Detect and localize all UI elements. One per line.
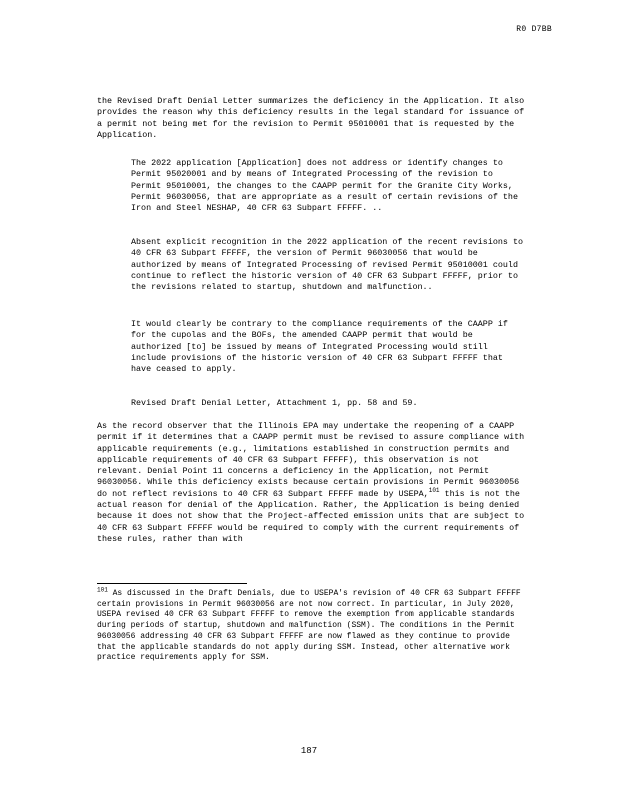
- block-quote-3: It would clearly be contrary to the compliance requirements of the CAAPP if for the cupolas and the BOFs, the amended CAAPP permit that would be authorized [to] be issued by means of Integrated Processing would still include provisions of the historic version of 40 CFR 63 Subpart FFFFF that have ceased to apply.: [131, 319, 508, 375]
- body-paragraph-text-1: As the record observer that the Illinois EPA may undertake the reopening of a CAAPP permit if it determines that a CAAPP permit must be revised to assure compliance with applicable requirements (e.g., limitations established in construction permits and applicable requirements of 40 CFR 63 Subpart FFFFF), this observation is not relevant. Denial Point 11 concerns a deficiency in the Application, not Permit 96030056. While this deficiency exists because certain provisions in Permit 96030056 do not reflect revisions to 40 CFR 63 Subpart FFFFF made by USEPA,: [97, 421, 525, 499]
- document-code: R0 D7BB: [516, 25, 552, 34]
- footnote-separator: [97, 583, 247, 584]
- block-quote-2: Absent explicit recognition in the 2022 application of the recent revisions to 40 CFR 63 Subpart FFFFF, the version of Permit 96030056 that would be authorized by means of Integrated Processing of revised Permit 95010001 could continue to reflect the historic version of 40 CFR 63 Subpart FFFFF, prior to the revisions related to startup, shutdown and malfunction..: [131, 237, 524, 293]
- footnote: [97, 586, 525, 664]
- intro-paragraph: the Revised Draft Denial Letter summarizes the deficiency in the Application. It also provides the reason why this deficiency results in the legal standard for issuance of a permit not being met for the revision to Permit 95010001 that is requested by the Application.: [97, 96, 525, 140]
- body-paragraph: [97, 421, 525, 545]
- footnote-number: 101: [97, 586, 108, 594]
- page-number: 187: [300, 746, 318, 756]
- footnote-reference[interactable]: 101: [428, 486, 440, 494]
- body-paragraph-text-2: this is not the actual reason for denial of the Application. Rather, the Application is being denied because it does not show that the Project-affected emission units that are subject to 40 CFR 63 Subpart FFFFF would be required to comply with the current requirements of these rules, rather than with: [97, 488, 525, 544]
- quote-citation: Revised Draft Denial Letter, Attachment 1, pp. 58 and 59.: [131, 398, 418, 408]
- block-quote-1: The 2022 application [Application] does not address or identify changes to Permit 95020001 and by means of Integrated Processing of the revision to Permit 95010001, the changes to the CAAPP permit for the Granite City Works, Permit 96030056, that are appropriate as a result of certain revisions of the Iron and Steel NESHAP, 40 CFR 63 Subpart FFFFF. ..: [131, 158, 518, 214]
- footnote-text: As discussed in the Draft Denials, due to USEPA's revision of 40 CFR 63 Subpart FFFFF certain provisions in Permit 96030056 are not now correct. In particular, in July 2020, USEPA revised 40 CFR 63 Subpart FFFFF to remove the exemption from applicable standards during periods of startup, shutdown and malfunction (SSM). The conditions in the Permit 96030056 addressing 40 CFR 63 Subpart FFFFF are now flawed as they continue to provide that the applicable standards do not apply during SSM. Instead, other alternative work practice requirements apply for SSM.: [97, 589, 521, 663]
